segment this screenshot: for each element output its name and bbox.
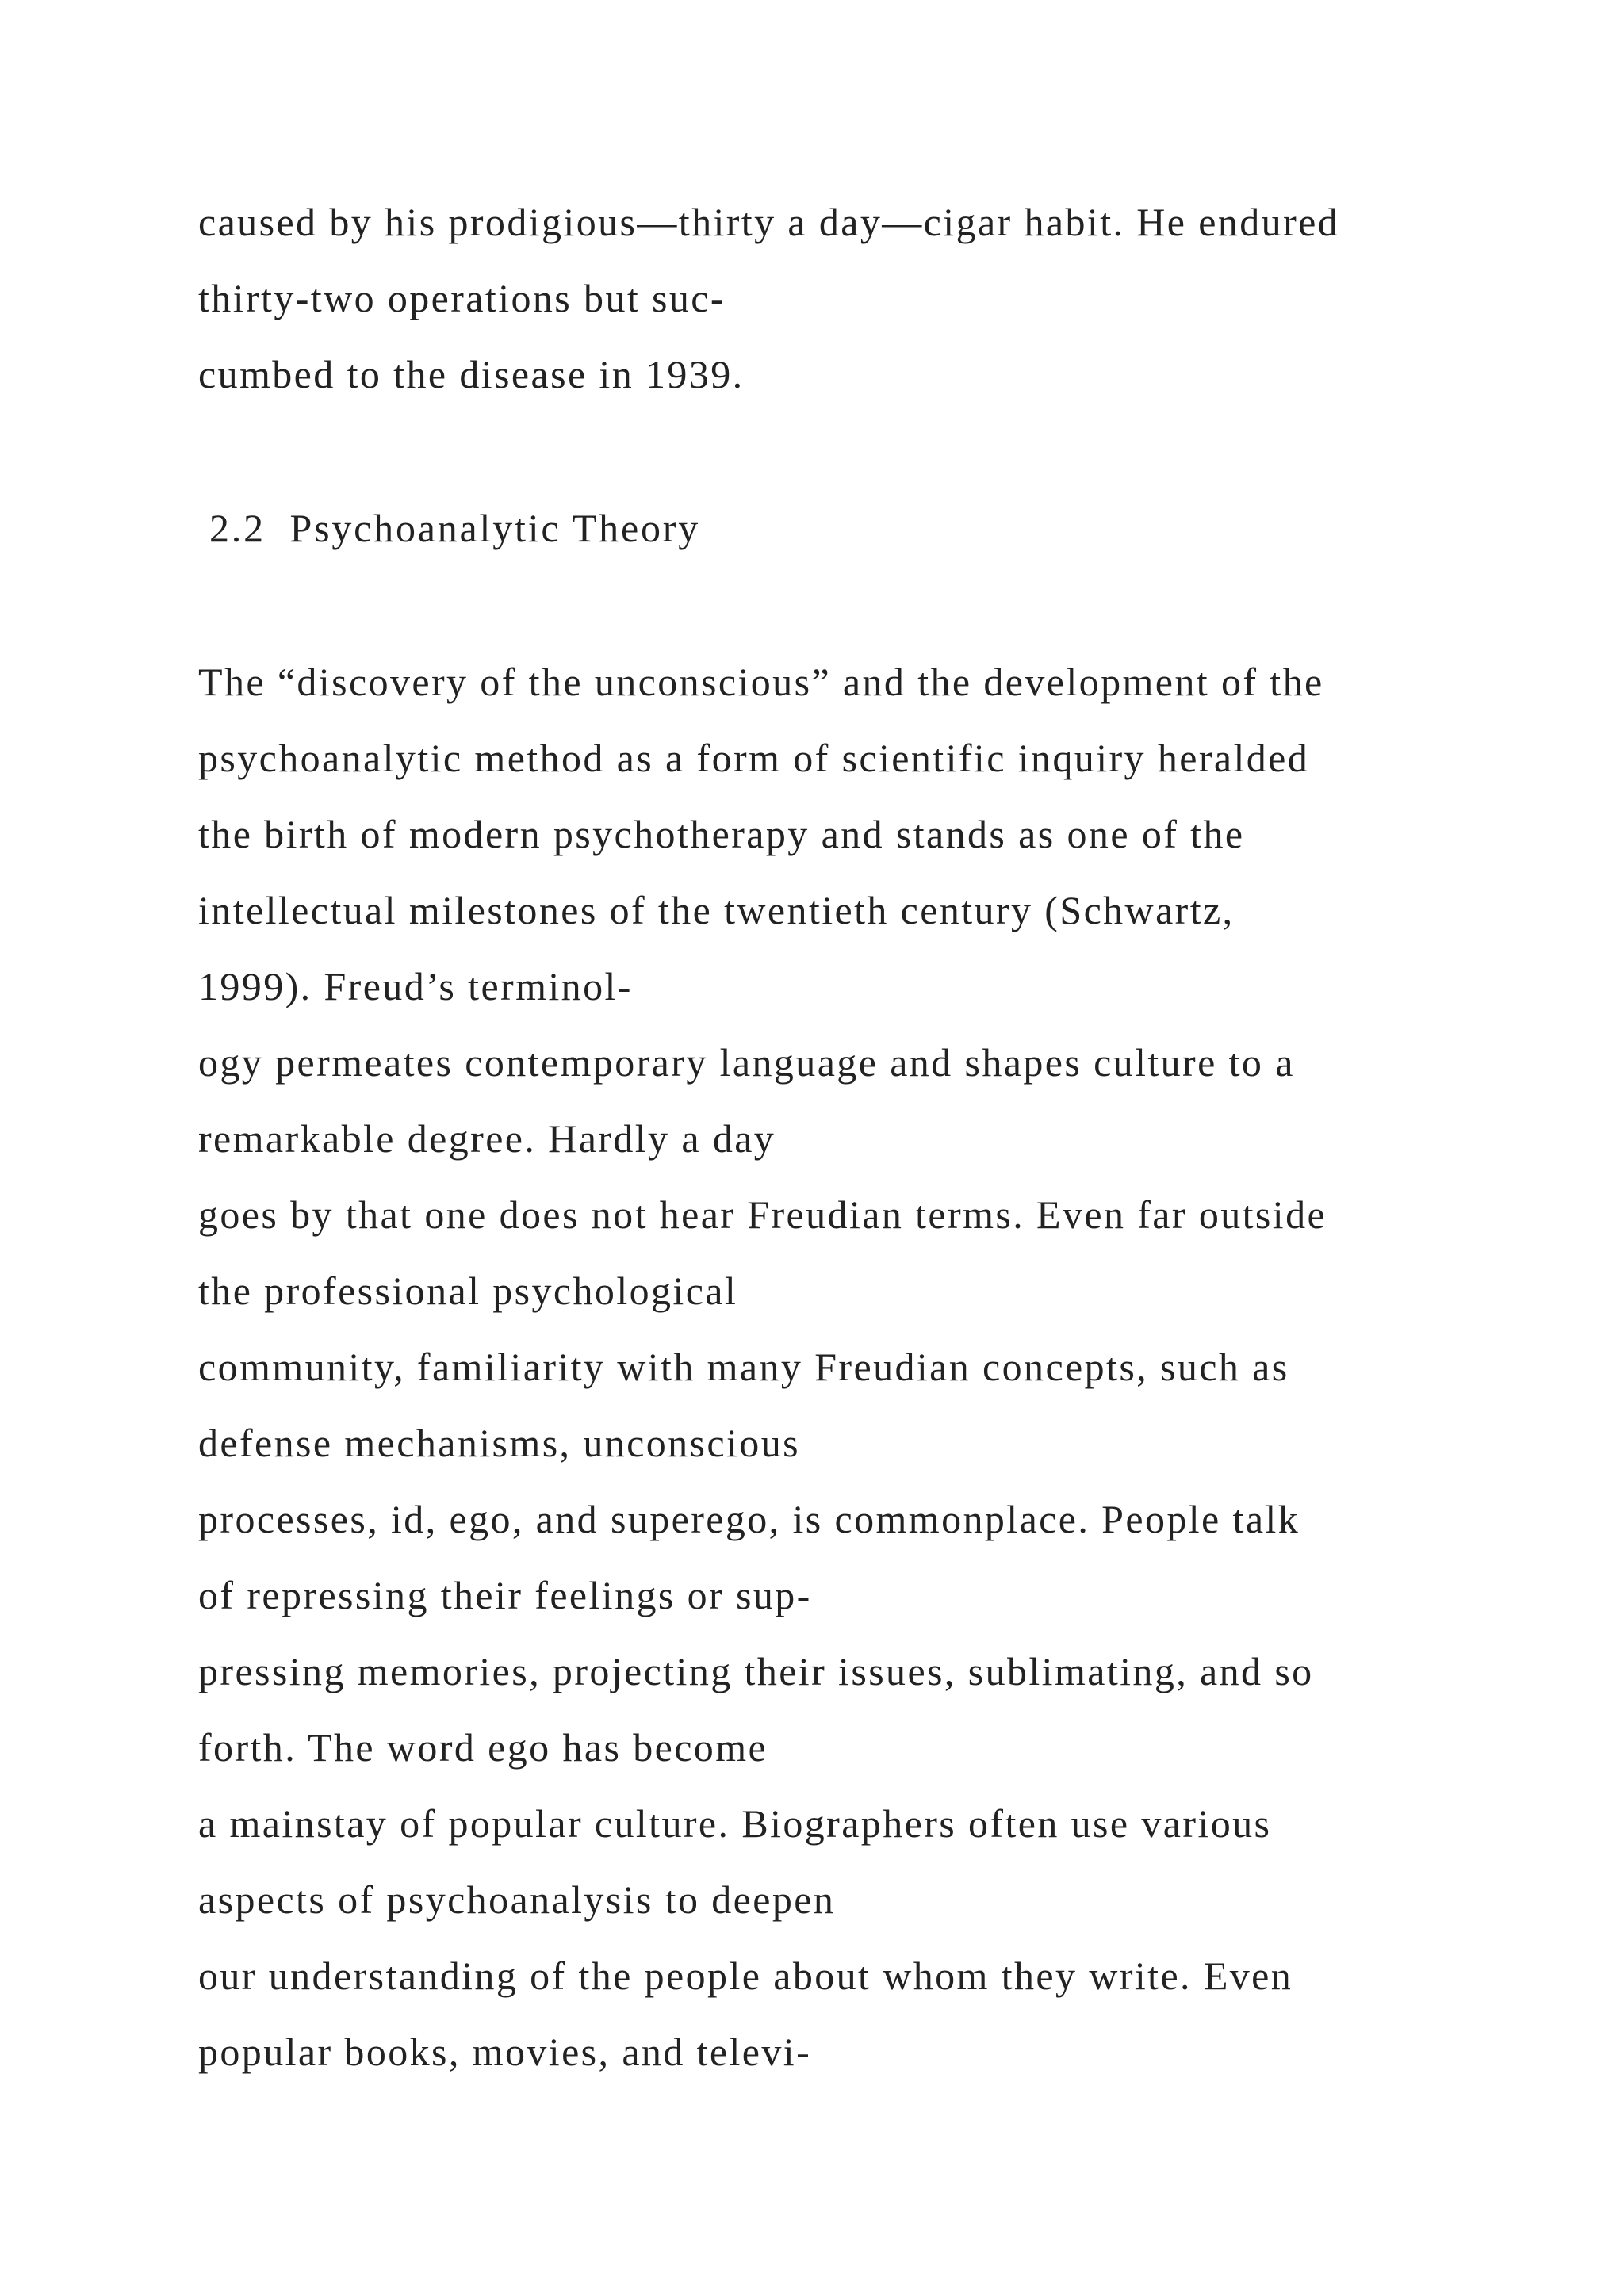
text-line: the professional psychological bbox=[198, 1269, 738, 1313]
text-line: ogy permeates contemporary language and shapes culture to a bbox=[198, 1040, 1295, 1085]
text-line: defense mechanisms, unconscious bbox=[198, 1421, 800, 1465]
text-line: 1999). Freud’s terminol- bbox=[198, 964, 633, 1008]
text-line: pressing memories, projecting their issues, sublimating, and so bbox=[198, 1649, 1314, 1693]
text-line: the birth of modern psychotherapy and stands as one of the bbox=[198, 812, 1245, 856]
text-line: thirty-two operations but suc- bbox=[198, 276, 726, 320]
text-line: of repressing their feelings or sup- bbox=[198, 1573, 812, 1617]
text-line: caused by his prodigious—thirty a day—cigar habit. He endured bbox=[198, 200, 1340, 244]
text-line: The “discovery of the unconscious” and the development of the bbox=[198, 660, 1324, 704]
text-line: psychoanalytic method as a form of scientific inquiry heralded bbox=[198, 736, 1310, 780]
text-line: processes, id, ego, and superego, is commonplace. People talk bbox=[198, 1497, 1300, 1541]
text-line: a mainstay of popular culture. Biographers often use various bbox=[198, 1801, 1272, 1846]
text-line: popular books, movies, and televi- bbox=[198, 2030, 812, 2074]
text-line: cumbed to the disease in 1939. bbox=[198, 352, 745, 396]
text-line: goes by that one does not hear Freudian terms. Even far outside bbox=[198, 1192, 1327, 1237]
text-line: intellectual milestones of the twentieth century (Schwartz, bbox=[198, 888, 1235, 932]
text-line: forth. The word ego has become bbox=[198, 1725, 768, 1770]
section-heading: 2.2 Psychoanalytic Theory bbox=[209, 506, 700, 550]
text-line: community, familiarity with many Freudian concepts, such as bbox=[198, 1345, 1289, 1389]
text-line: remarkable degree. Hardly a day bbox=[198, 1116, 776, 1161]
text-line: our understanding of the people about whom they write. Even bbox=[198, 1954, 1293, 1998]
text-line: aspects of psychoanalysis to deepen bbox=[198, 1877, 836, 1922]
